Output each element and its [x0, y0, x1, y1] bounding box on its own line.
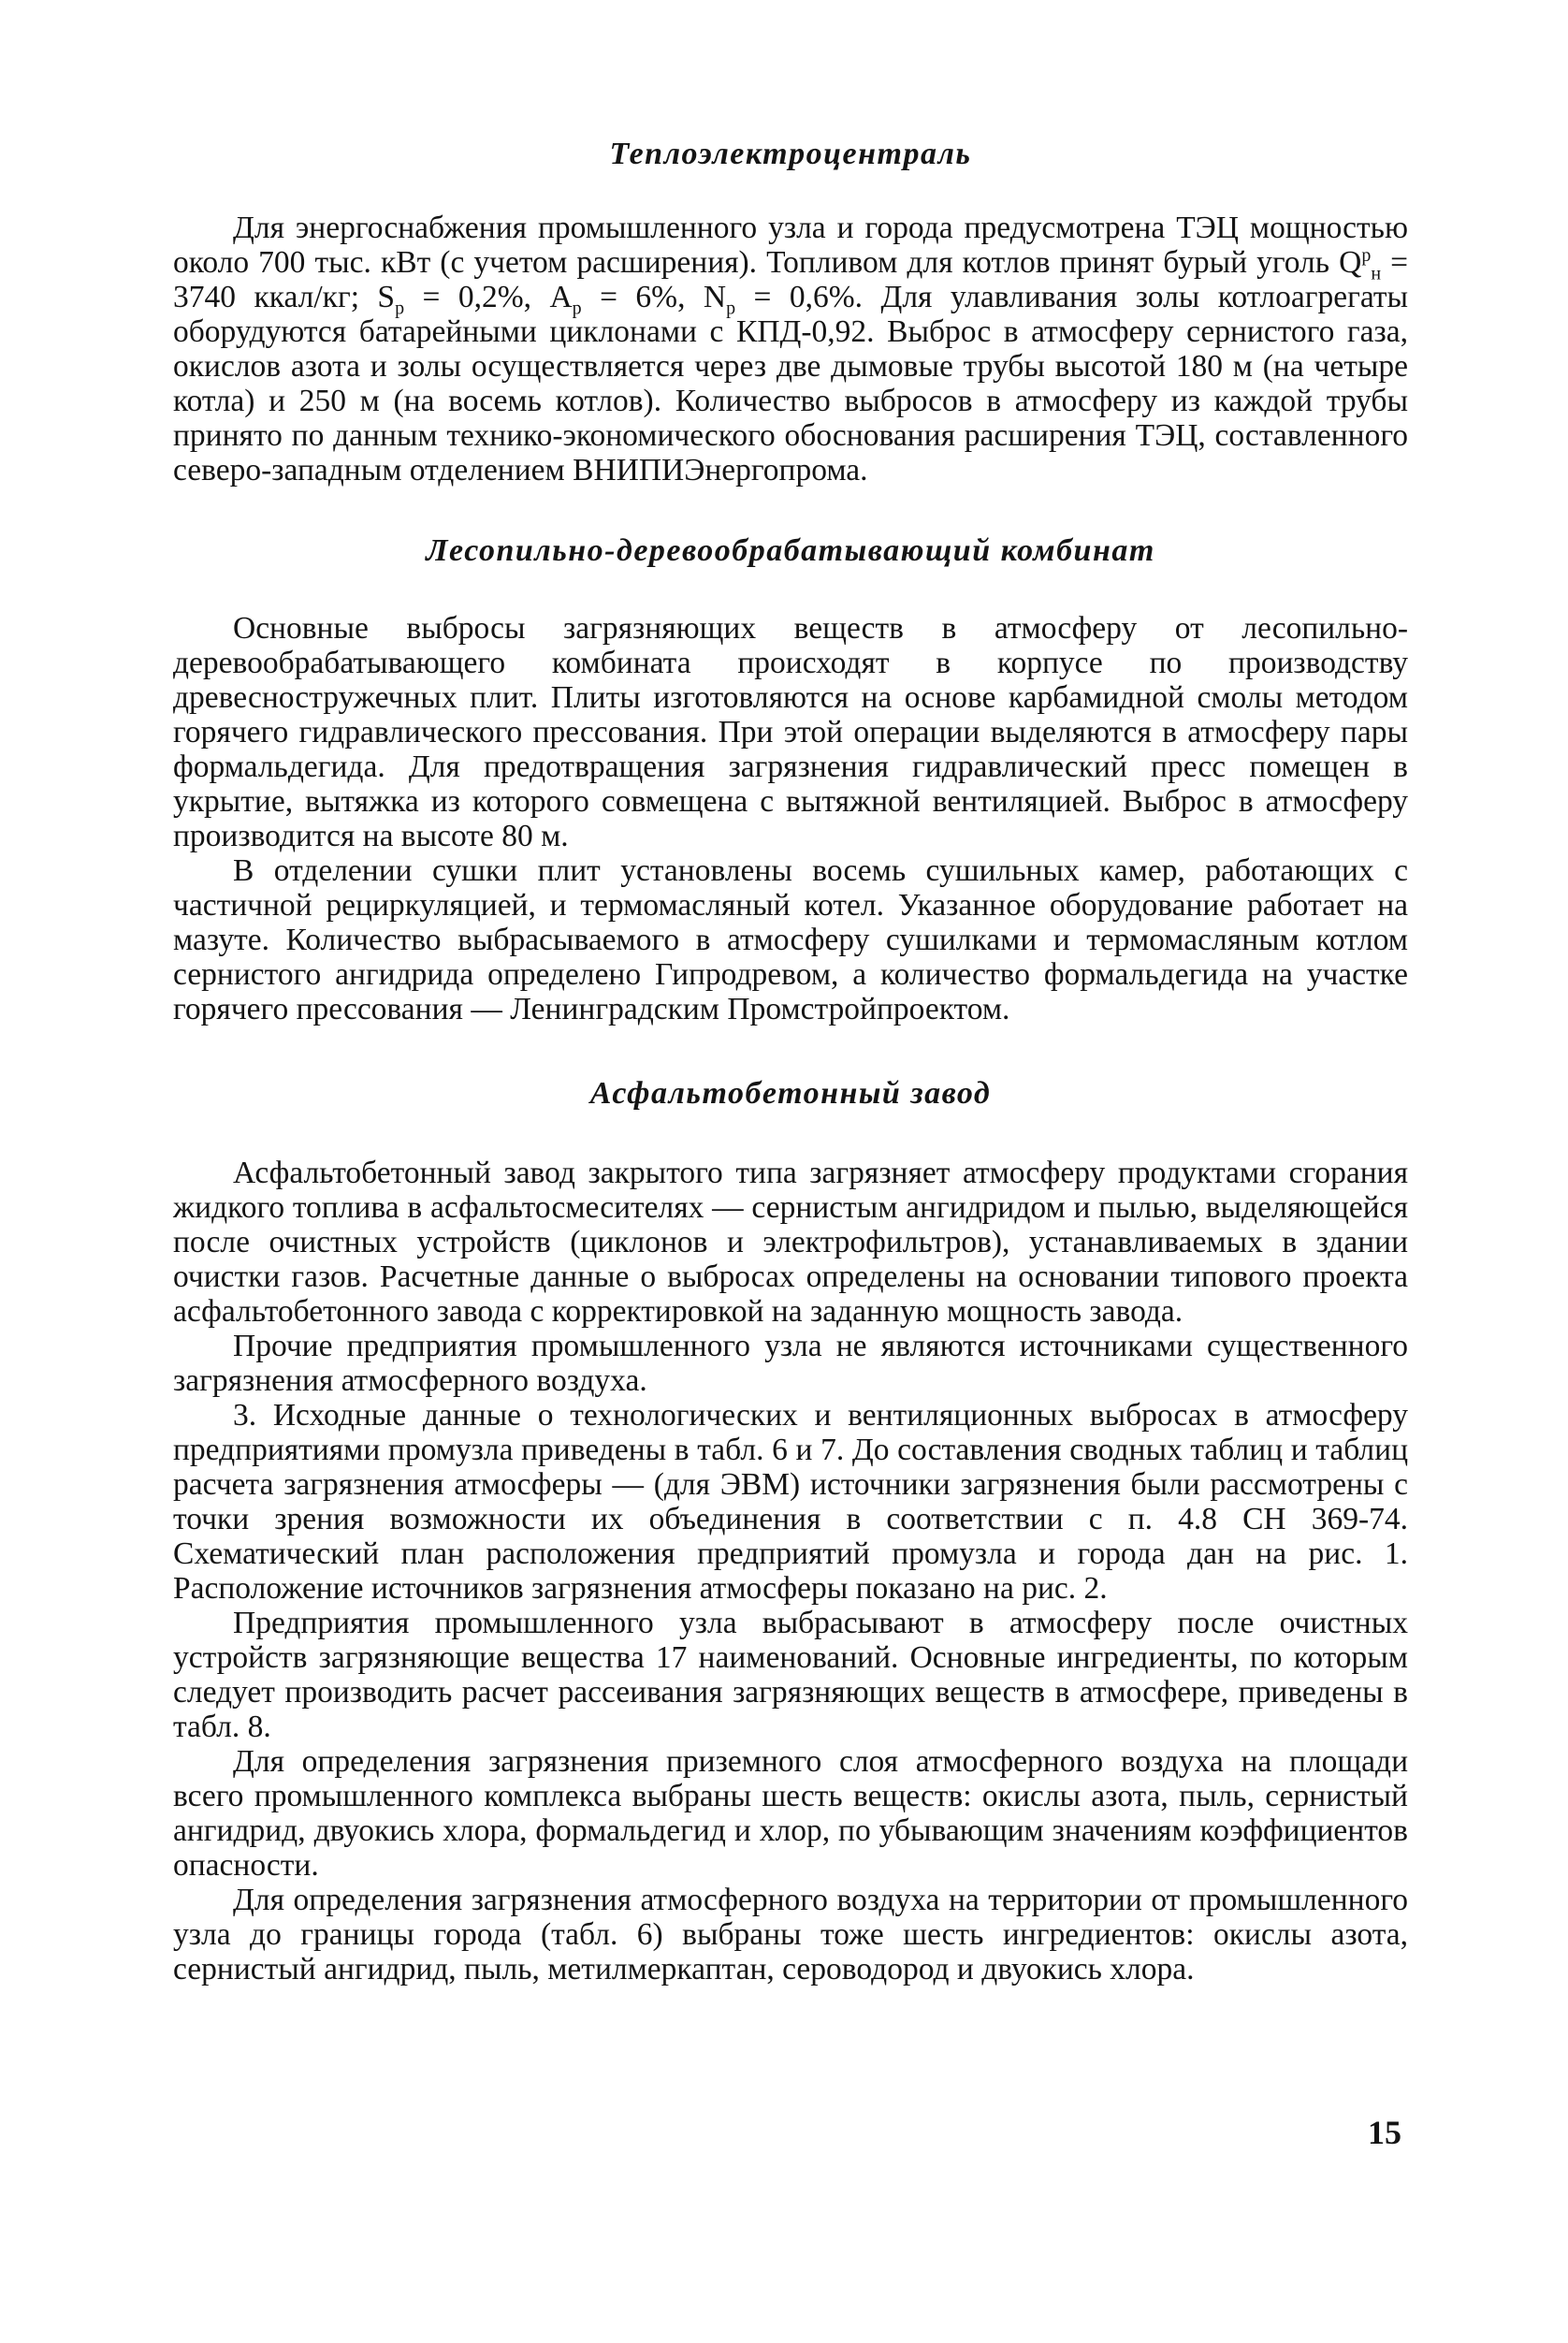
section-heading-asf: Асфальтобетонный завод — [589, 1076, 992, 1111]
section-heading-teplo: Теплоэлектроцентраль — [609, 137, 972, 171]
paragraph-les-1: Основные выбросы загрязняющих веществ в атмосферу от лесопильно-деревообрабатывающего комбината происходят в корпусе по производству древесностружечных плит. Плиты изготовляются на основе карбамидной смолы методом горячего гидравлического прессования. При этой операции выделяются в атмосферу пары формальдегида. Для предотвращения загрязнения гидравлический пресс помещен в укрытие, вытяжка из которого совмещена с вытяжной вентиляцией. Выброс в атмосферу производится на высоте 80 м. — [173, 611, 1408, 853]
paragraph-asf-5: Для определения загрязнения приземного слоя атмосферного воздуха на площади всего промышленного комплекса выбраны шесть веществ: окислы азота, пыль, сернистый ангидрид, двуокись хлора, формальдегид и хлор, по убывающим значениям коэффициентов опасности. — [173, 1744, 1408, 1883]
teplo-text-4: = 6%, N — [581, 280, 727, 314]
a-subscript: р — [572, 298, 582, 319]
paragraph-teplo-1 — [173, 211, 1408, 488]
page-body — [173, 136, 1408, 1986]
q-subscript: н — [1371, 263, 1382, 284]
section-heading-les: Лесопильно-деревообрабатывающий комбинат — [426, 533, 1155, 568]
paragraph-asf-2: Прочие предприятия промышленного узла не являются источниками существенного загрязнения атмосферного воздуха. — [173, 1329, 1408, 1398]
paragraph-asf-3: 3. Исходные данные о технологических и вентиляционных выбросах в атмосферу предприятиями промузла приведены в табл. 6 и 7. До составления сводных таблиц и таблиц расчета загрязнения атмосферы — (для ЭВМ) источники загрязнения были рассмотрены с точки зрения возможности их объединения в соответствии с п. 4.8 СН 369-74. Схематический план расположения предприятий промузла и города дан на рис. 1. Расположение источников загрязнения атмосферы показано на рис. 2. — [173, 1398, 1408, 1606]
teplo-text-3: = 0,2%, A — [404, 280, 573, 314]
s-subscript: р — [395, 298, 405, 319]
paragraph-asf-6: Для определения загрязнения атмосферного воздуха на территории от промышленного узла до границы города (табл. 6) выбраны тоже шесть ингредиентов: окислы азота, сернистый ангидрид, пыль, метилмеркаптан, сероводород и двуокись хлора. — [173, 1883, 1408, 1986]
page-number: 15 — [1368, 2114, 1401, 2151]
teplo-text-5: = 0,6%. Для улавливания золы котлоагрегаты оборудуются батарейными циклонами с КПД-0,92. Выброс в атмосферу сернистого газа, окислов азота и золы осуществляется через две дымовые трубы высотой 180 м (на четыре котла) и 250 м (на восемь котлов). Количество выбросов в атмосферу из каждой трубы принято по данным технико-экономического обоснования расширения ТЭЦ, составленного северо-западным отделением ВНИПИЭнергопрома. — [173, 280, 1409, 488]
paragraph-les-2: В отделении сушки плит установлены восемь сушильных камер, работающих с частичной рециркуляцией, и термомасляный котел. Указанное оборудование работает на мазуте. Количество выбрасываемого в атмосферу сушилками и термомасляным котлом сернистого ангидрида определено Гипродревом, а количество формальдегида на участке горячего прессования — Ленинградским Промстройпроектом. — [173, 853, 1408, 1026]
teplo-text-1: Для энергоснабжения промышленного узла и города предусмотрена ТЭЦ мощностью около 700 тыс. кВт (с учетом расширения). Топливом для котлов принят бурый уголь Q — [173, 211, 1408, 280]
n-subscript: р — [726, 298, 736, 319]
paragraph-asf-1: Асфальтобетонный завод закрытого типа загрязняет атмосферу продуктами сгорания жидкого топлива в асфальтосмесителях — сернистым ангидридом и пылью, выделяющейся после очистных устройств (циклонов и электрофильтров), устанавливаемых в здании очистки газов. Расчетные данные о выбросах определены на основании типового проекта асфальтобетонного завода с корректировкой на заданную мощность завода. — [173, 1156, 1408, 1329]
q-superscript: р — [1361, 244, 1372, 266]
teplo-text-2: = 3740 ккал/кг; S — [173, 245, 1408, 314]
paragraph-asf-4: Предприятия промышленного узла выбрасывают в атмосферу после очистных устройств загрязняющие вещества 17 наименований. Основные ингредиенты, по которым следует производить расчет рассеивания загрязняющих веществ в атмосфере, приведены в табл. 8. — [173, 1606, 1408, 1744]
